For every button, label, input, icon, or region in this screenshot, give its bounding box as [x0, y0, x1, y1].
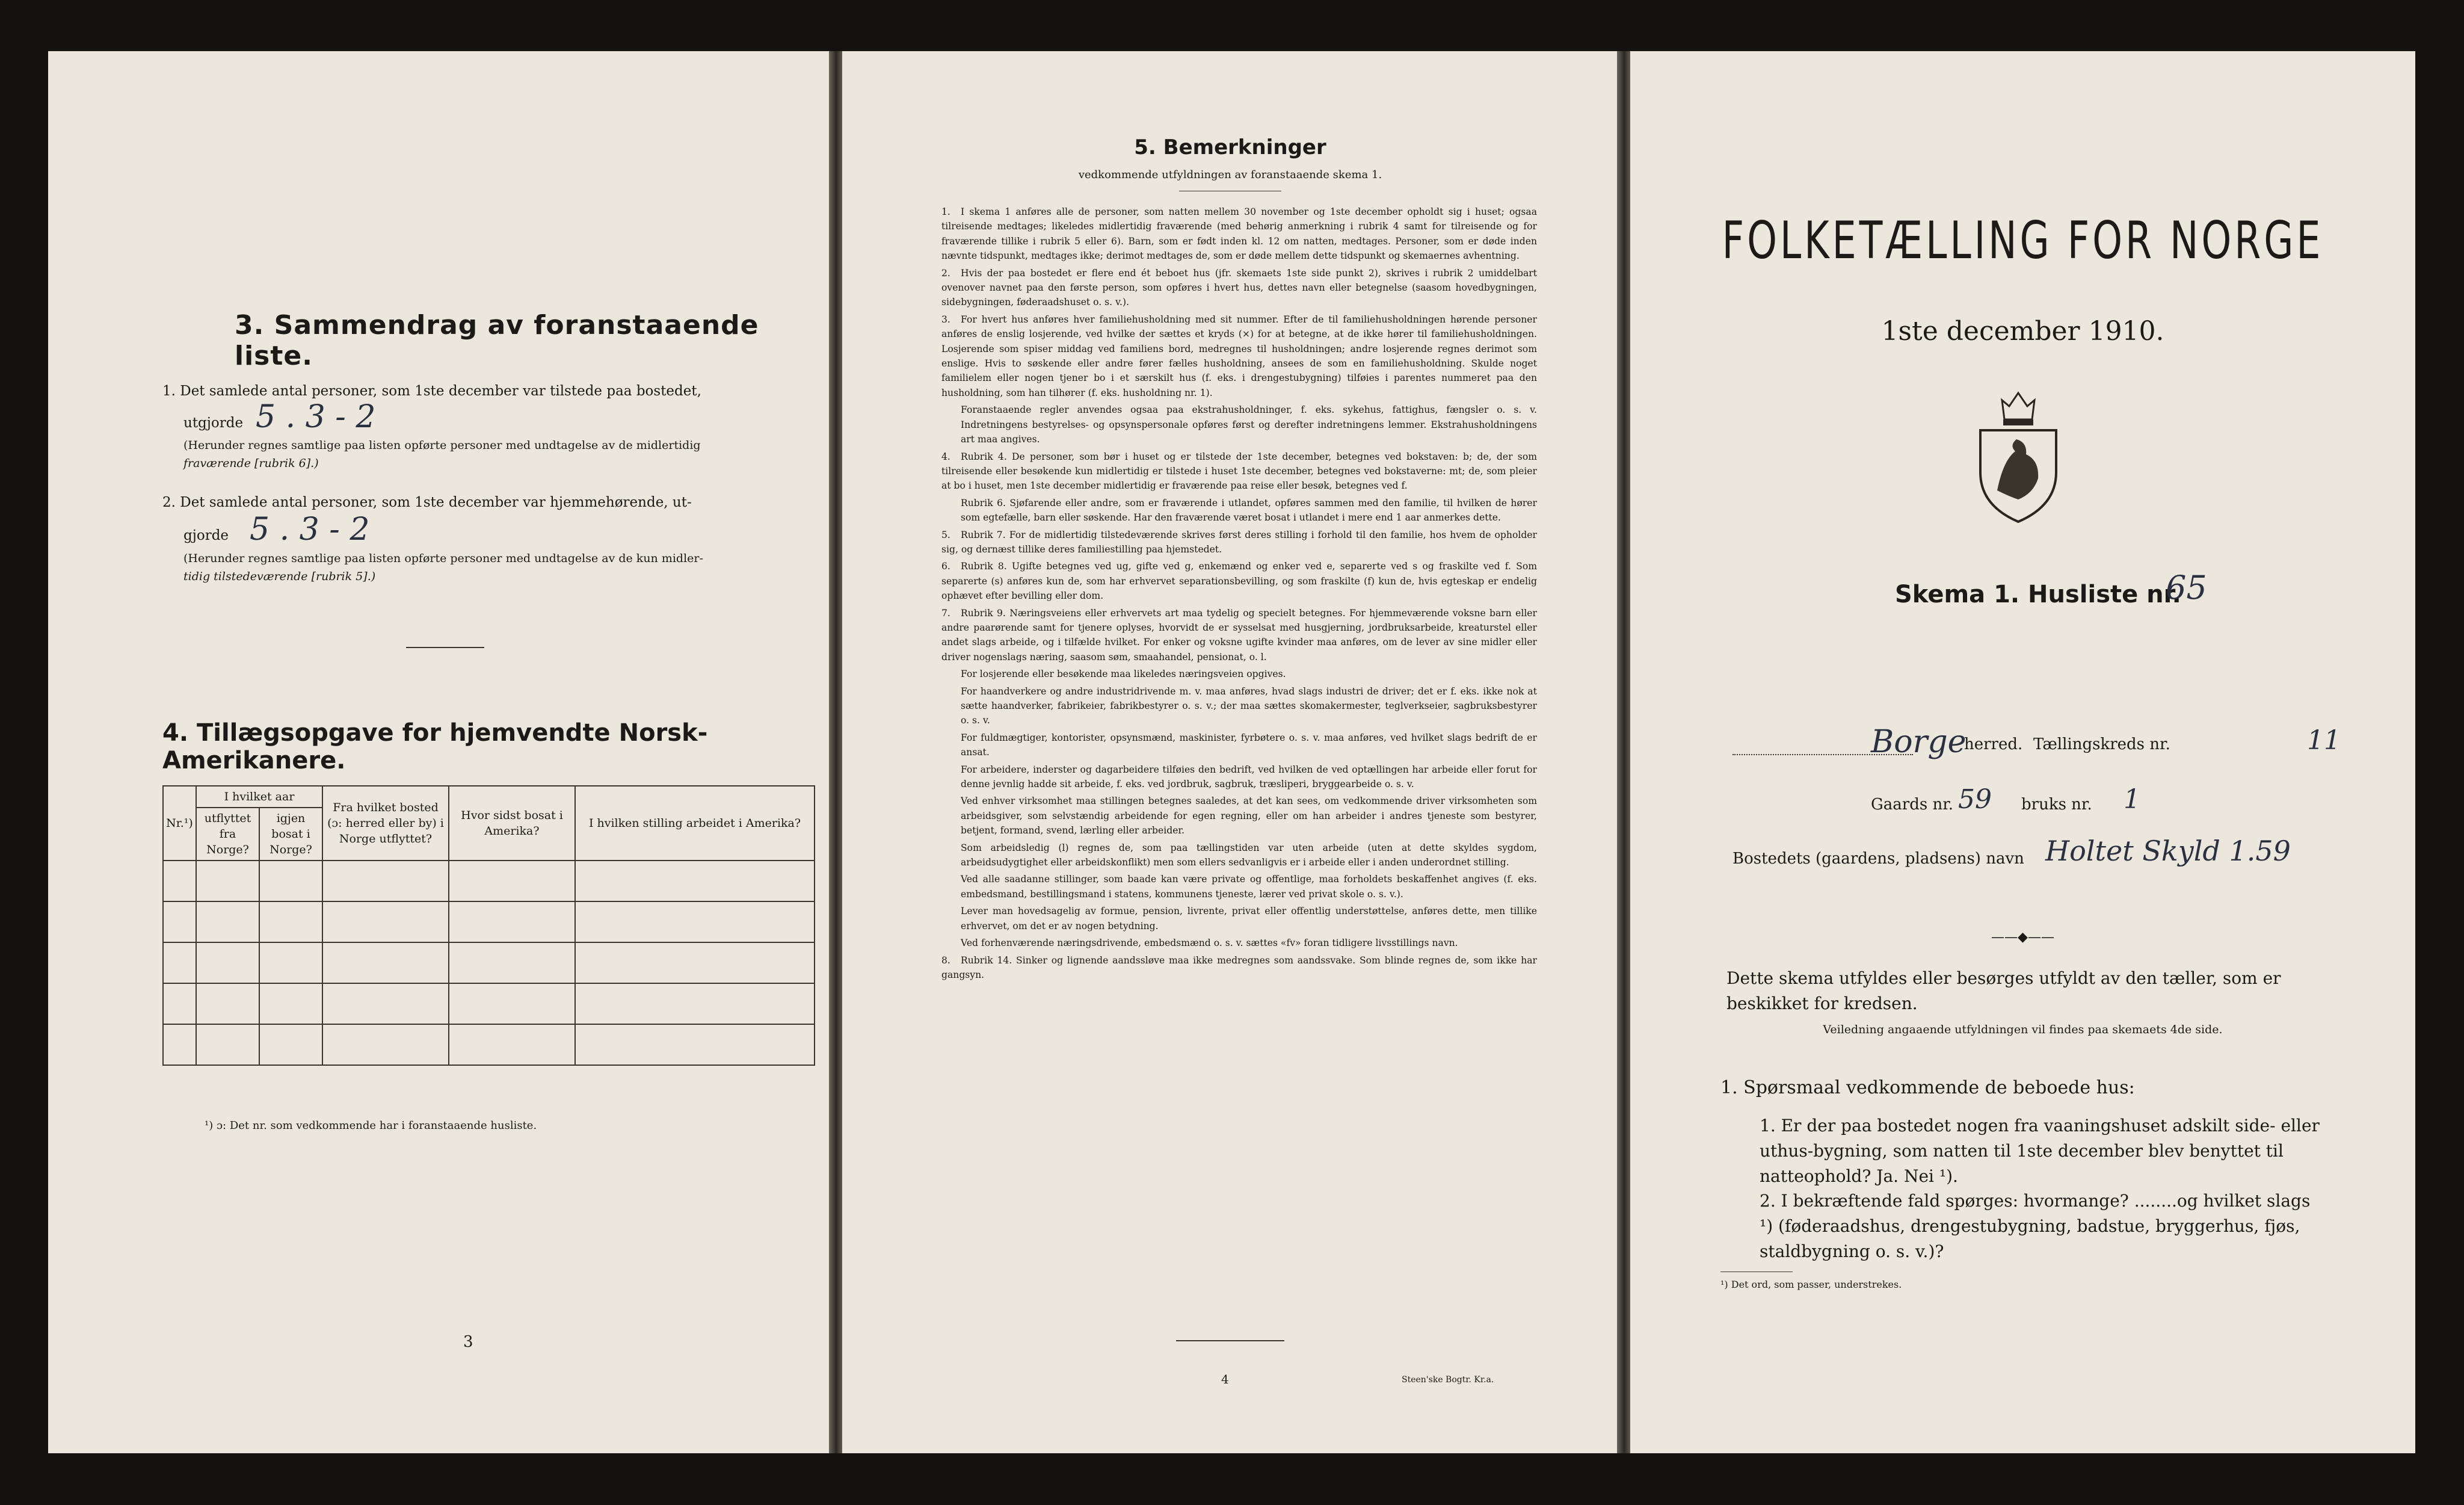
note-number: 2.	[941, 267, 950, 279]
coat-of-arms-icon	[1967, 388, 2069, 527]
note-text: For hvert hus anføres hver familiehusholdning med sit nummer. Efter de til familiehusholdningen hørende personer anføres de enslig losjerende, ved hvilke der sættes et kryds (×) for at betegne, at de ikke hører til familiehusholdningen. Losjerende som spiser middag ved familiens bord, medregnes til husholdningen; andre losjerende regnes derimot som enslige. Hvis to søskende eller andre fører fælles husholdning, ansees de som en familiehusholdning. Skulde noget familielem eller nogen tjener bo i et særskilt hus (f. eks. i drengestubygning) tilføies i parentes nummeret paa den husholdning, som han tilhører (f. eks. husholdning nr. 1).	[941, 314, 1537, 398]
note-text: Ved enhver virksomhet maa stillingen betegnes saaledes, at det kan sees, om vedkommende driver virksomheten som arbeidsgiver, som selvstændig arbeidende for egen regning, eller om han arbeider i andres tjeneste som bestyrer, betjent, formand, svend, lærling eller arbeider.	[961, 796, 1537, 836]
col-nr: Nr.¹)	[163, 786, 196, 861]
bemerkninger-notes	[941, 205, 1537, 984]
note-item	[941, 953, 1537, 983]
instruction-text: Dette skema utfyldes eller besørges utfyldt av den tæller, som er beskikket for kredsen.	[1726, 968, 2281, 1013]
kreds-value: 11	[2307, 725, 2341, 756]
husliste-number: 65	[2166, 569, 2207, 607]
note-text: Hvis der paa bostedet er flere end ét beboet hus (jfr. skemaets 1ste side punkt 2), skrives i rubrik 2 umiddelbart ovenover navnet paa den første person, som opføres i hvert hus, dettes navn eller betegnelse (saasom hovedbygningen, sidebygningen, føderaadshuset o. s. v.).	[941, 267, 1537, 308]
question-1: 1. Er der paa bostedet nogen fra vaaningshuset adskilt side- eller uthus-bygning, som natten til 1ste december blev benyttet til natteophold? Ja. Nei ¹).	[1760, 1116, 2320, 1186]
section3-item2-line: 2. Det samlede antal personer, som 1ste december var hjemmehørende, ut-	[162, 495, 692, 510]
table-row	[163, 1024, 815, 1065]
herred-label: herred.	[1964, 735, 2023, 753]
instruction-small: Veiledning angaaende utfyldningen vil findes paa skemaets 4de side.	[1823, 1023, 2223, 1036]
table-row	[163, 983, 815, 1024]
section3-item2-note1: (Herunder regnes samtlige paa listen opførte personer med undtagelse av de kun midler-	[183, 552, 703, 565]
note-item	[941, 904, 1537, 933]
note-text: For arbeidere, inderster og dagarbeidere tilføies den bedrift, ved hvilken de ved optællingen har arbeide eller forut for denne jevnlig hadde sit arbeide, f. eks. ved jordbruk, sagbruk, træsliperi, bryggearbeide o. s. v.	[961, 764, 1537, 790]
document-title: FOLKETÆLLING FOR NORGE	[1722, 211, 2324, 271]
note-item	[941, 762, 1537, 792]
bemerkninger-title: 5. Bemerkninger	[1134, 135, 1326, 159]
section3-title: 3. Sammendrag av foranstaaende liste.	[235, 310, 759, 371]
note-text: Rubrik 6. Sjøfarende eller andre, som er fraværende i utlandet, opføres sammen med den familie, til hvilken de hører som egtefælle, barn eller søskende. Har den fraværende været bosat i utlandet i mere end 1 aar anmerkes dette.	[961, 497, 1537, 524]
note-text: Foranstaaende regler anvendes ogsaa paa ekstrahusholdninger, f. eks. sykehus, fattighus, fængsler o. s. v. Indretningens bestyrelses- og opsynspersonale opføres først og derefter indretningens lemmer. Ekstrahusholdningens art maa angives.	[961, 404, 1537, 445]
page-number: 3	[463, 1333, 473, 1351]
col-hvilket-aar: I hvilket aar	[196, 786, 322, 808]
page-spine	[829, 51, 843, 1453]
page-spine	[1617, 51, 1631, 1453]
norsk-amerikanere-table	[162, 785, 815, 1066]
table-row	[163, 861, 815, 901]
right-page	[1630, 51, 2415, 1453]
col-fra: Fra hvilket bosted (ɔ: herred eller by) i Norge utflyttet?	[322, 786, 449, 861]
section4-footnote: ¹) ɔ: Det nr. som vedkommende har i foranstaaende husliste.	[205, 1119, 537, 1132]
note-item	[941, 559, 1537, 603]
note-item	[941, 731, 1537, 760]
note-item	[941, 684, 1537, 728]
note-number: 5.	[941, 529, 950, 540]
section3-item1-note2: fraværende [rubrik 6].)	[183, 457, 319, 470]
col-utflyttet: utflyttet fra Norge?	[196, 808, 259, 861]
document-date: 1ste december 1910.	[1881, 316, 2164, 347]
note-text: Rubrik 7. For de midlertidig tilstedeværende skrives først deres stilling i forhold til den familie, hos hvem de opholder sig, og dernæst tillike deres familiestilling paa hjemstedet.	[941, 529, 1537, 555]
divider	[1176, 1340, 1284, 1341]
note-text: Rubrik 8. Ugifte betegnes ved ug, gifte ved g, enkemænd og enker ved e, separerte ved s og fraskilte ved f. Som separerte (s) anføres kun de, som har erhvervet separationsbevilling, og som fraskilte (f) kun de, hvis egteskap er endelig ophævet efter bevilling eller dom.	[941, 561, 1537, 602]
note-text: Ved alle saadanne stillinger, som baade kan være private og offentlige, maa forholdets beskaffenhet angives (f. eks. embedsmand, bestillingsmand i statens, kommunens tjeneste, lærer ved privat skole o. s. v.).	[961, 874, 1537, 900]
left-page	[48, 51, 830, 1453]
note-item	[941, 841, 1537, 870]
note-text: For haandverkere og andre industridrivende m. v. maa anføres, hvad slags industri de driver; det er f. eks. ikke nok at sætte haandverker, fabrikeier, fabrikbestyrer o. s. v.; der maa sættes skomakermester, teglverkseier, sagbruksbestyrer o. s. v.	[961, 685, 1537, 726]
gaards-label: Gaards nr.	[1871, 796, 1954, 814]
note-text: Rubrik 14. Sinker og lignende aandssløve maa ikke medregnes som aandssvake. Som blinde regnes de, som ikke har gangsyn.	[941, 954, 1537, 980]
note-text: For fuldmægtiger, kontorister, opsynsmænd, maskinister, fyrbøtere o. s. v. maa anføres, ved hvilket slags bedrift de er ansat.	[961, 732, 1537, 758]
bosted-label: Bostedets (gaardens, pladsens) navn	[1732, 850, 2024, 868]
page-number: 4	[1221, 1372, 1229, 1386]
note-item	[941, 312, 1537, 400]
col-stilling: I hvilken stilling arbeidet i Amerika?	[575, 786, 815, 861]
note-item	[941, 205, 1537, 264]
note-item	[941, 936, 1537, 950]
note-item	[941, 450, 1537, 493]
bruks-label: bruks nr.	[2021, 796, 2092, 814]
gaards-value: 59	[1958, 784, 1992, 815]
note-item	[941, 403, 1537, 447]
note-text: Rubrik 4. De personer, som bør i huset og er tilstede der 1ste december, betegnes ved bokstaven: b; de, der som tilreisende eller besøkende kun midlertidig er tilstede i huset 1ste december, betegnes ved bokstaverne: mt; de, som pleier at bo i huset, men 1ste december midlertidig er fraværende paa reise eller besøk, betegnes ved f.	[941, 451, 1537, 492]
footnote: ¹) Det ord, som passer, understrekes.	[1720, 1279, 1902, 1290]
section3-item2-prefix: gjorde	[183, 528, 229, 543]
note-number: 3.	[941, 314, 950, 325]
ornament-icon: ——◆——	[1991, 930, 2054, 945]
skema-label: Skema 1. Husliste nr.	[1895, 581, 2181, 608]
section3-item2-note2: tidig tilstedeværende [rubrik 5].)	[183, 570, 376, 583]
note-item	[941, 528, 1537, 557]
note-number: 1.	[941, 206, 950, 217]
printer-mark: Steen'ske Bogtr. Kr.a.	[1402, 1375, 1494, 1385]
bemerkninger-subtitle: vedkommende utfyldningen av foranstaaende skema 1.	[1078, 168, 1382, 181]
col-hvor: Hvor sidst bosat i Amerika?	[449, 786, 575, 861]
note-number: 6.	[941, 561, 950, 572]
note-item	[941, 667, 1537, 681]
col-igjen: igjen bosat i Norge?	[259, 808, 322, 861]
section3-item1-line: 1. Det samlede antal personer, som 1ste december var tilstede paa bostedet,	[162, 383, 701, 399]
divider	[406, 647, 484, 648]
note-item	[941, 794, 1537, 838]
note-text: Lever man hovedsagelig av formue, pension, livrente, privat eller offentlig understøttelse, anføres dette, men tillike erhvervet, om det er av nogen betydning.	[961, 906, 1537, 932]
questions-heading: 1. Spørsmaal vedkommende de beboede hus:	[1720, 1077, 2135, 1098]
note-item	[941, 606, 1537, 665]
kreds-label: Tællingskreds nr.	[2033, 735, 2170, 753]
note-number: 8.	[941, 954, 950, 966]
bosted-value: Holtet Skyld 1.59	[2045, 835, 2291, 867]
question-2: 2. I bekræftende fald spørges: hvormange? ........og hvilket slags ¹) (føderaadshus, drengestubygning, badstue, bryggerhus, fjøs, staldbygning o. s. v.)?	[1760, 1191, 2311, 1261]
bruks-value: 1	[2124, 784, 2140, 815]
table-row	[163, 901, 815, 942]
note-item	[941, 496, 1537, 525]
note-text: Som arbeidsledig (l) regnes de, som paa tællingstiden var uten arbeide (uten at dette skyldes sygdom, arbeidsudygtighet eller arbeidskonflikt) men som ellers sedvanligvis er i arbeide eller i anden underordnet stilling.	[961, 842, 1537, 868]
note-text: For losjerende eller besøkende maa likeledes næringsveien opgives.	[961, 669, 1286, 680]
note-number: 7.	[941, 607, 950, 619]
note-text: Ved forhenværende næringsdrivende, embedsmænd o. s. v. sættes «fv» foran tidligere livsstillings navn.	[961, 938, 1458, 949]
note-item	[941, 872, 1537, 901]
herred-value: Borge	[1871, 724, 1967, 760]
note-text: Rubrik 9. Næringsveiens eller erhvervets art maa tydelig og specielt betegnes. For hjemmeværende voksne barn eller andre paarørende samt for tjenere oplyses, hvorvidt de er sysselsat med husgjerning, jordbruksarbeide, kreaturstel eller andet slags arbeide, og i tilfælde hvilket. For enker og voksne ugifte kvinder maa anføres, om de lever av sine midler eller driver nogenslags næring, saasom søm, smaahandel, pensionat, o. l.	[941, 607, 1537, 663]
section3-item2-value: 5 . 3 - 2	[250, 511, 370, 548]
note-text: I skema 1 anføres alle de personer, som natten mellem 30 november og 1ste december opholdt sig i huset; ogsaa tilreisende medtages; likeledes midlertidig fraværende (med behørig anmerkning i rubrik 4 samt for tilreisende og for fraværende tillike i rubrik 5 eller 6). Barn, som er født inden kl. 12 om natten, medtages. Personer, som er døde inden nævnte tidspunkt, medtages ikke; derimot medtages de, som er døde mellem dette tidspunkt og skemaernes avhentning.	[941, 206, 1537, 262]
note-item	[941, 266, 1537, 310]
table-row	[163, 942, 815, 983]
section3-item1-value: 5 . 3 - 2	[256, 399, 376, 435]
section3-item1-prefix: utgjorde	[183, 415, 244, 431]
note-number: 4.	[941, 451, 950, 462]
middle-page	[842, 51, 1618, 1453]
section3-item1-note1: (Herunder regnes samtlige paa listen opførte personer med undtagelse av de midlertidig	[183, 439, 701, 452]
section4-title: 4. Tillægsopgave for hjemvendte Norsk-Amerikanere.	[162, 719, 708, 774]
